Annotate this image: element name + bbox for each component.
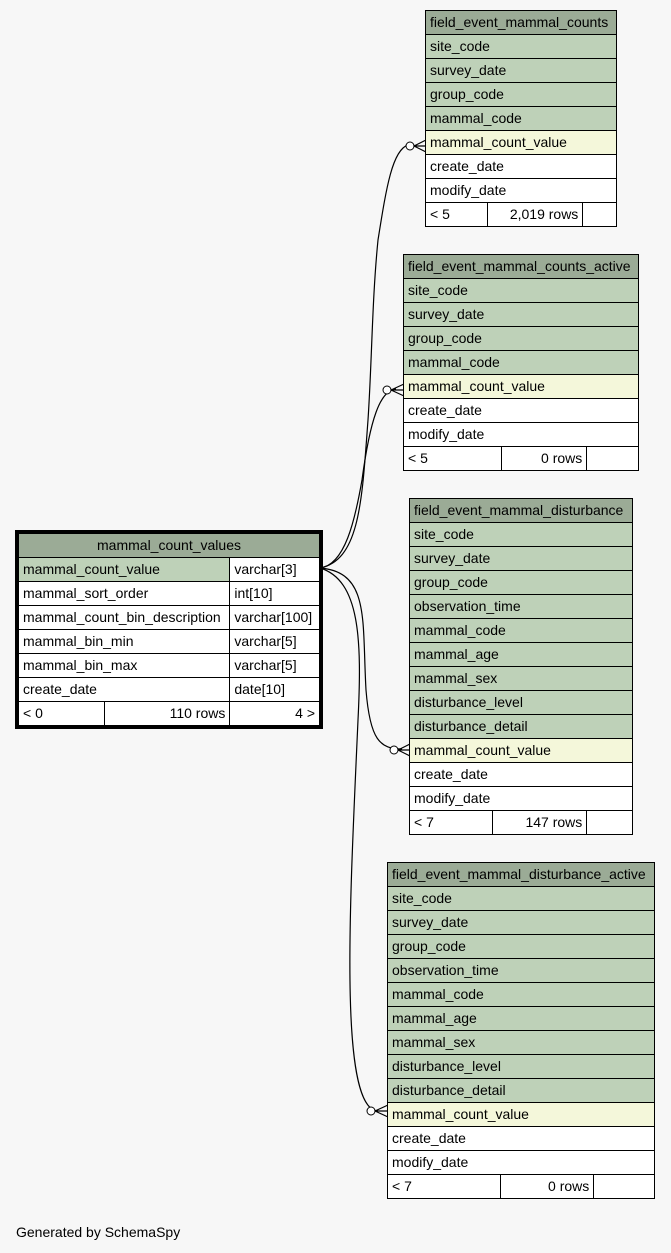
edge-to-disturbance: [320, 568, 402, 749]
children-count[interactable]: 4 >: [230, 702, 320, 726]
column-type: date[10]: [230, 678, 320, 702]
column-modify-date[interactable]: modify_date: [410, 787, 633, 811]
column-create-date[interactable]: create_date: [404, 399, 639, 423]
column-mammal-sex[interactable]: mammal_sex: [410, 667, 633, 691]
table-field-event-mammal-disturbance[interactable]: [409, 498, 633, 835]
column-disturbance-detail[interactable]: disturbance_detail: [388, 1079, 655, 1103]
row-count: 147 rows: [492, 811, 587, 835]
column-disturbance-level[interactable]: disturbance_level: [410, 691, 633, 715]
column-type: varchar[100]: [230, 606, 320, 630]
row-count: 110 rows: [104, 702, 230, 726]
row-count: 0 rows: [500, 1175, 594, 1199]
column-modify-date[interactable]: modify_date: [404, 423, 639, 447]
column-create-date[interactable]: create_date: [388, 1127, 655, 1151]
column-mammal-count-bin-description[interactable]: mammal_count_bin_description: [19, 606, 230, 630]
column-observation-time[interactable]: observation_time: [410, 595, 633, 619]
column-observation-time[interactable]: observation_time: [388, 959, 655, 983]
children-count: [587, 447, 639, 471]
column-survey-date[interactable]: survey_date: [388, 911, 655, 935]
table-title[interactable]: mammal_count_values: [19, 534, 320, 558]
table-title[interactable]: field_event_mammal_counts: [426, 11, 617, 35]
column-type: varchar[3]: [230, 558, 320, 582]
column-mammal-count-value[interactable]: mammal_count_value: [426, 131, 617, 155]
edge-to-counts-active: [320, 389, 396, 568]
row-count: 0 rows: [501, 447, 587, 471]
column-create-date[interactable]: create_date: [426, 155, 617, 179]
column-group-code[interactable]: group_code: [388, 935, 655, 959]
column-mammal-code[interactable]: mammal_code: [426, 107, 617, 131]
column-mammal-code[interactable]: mammal_code: [388, 983, 655, 1007]
parents-count[interactable]: < 7: [410, 811, 493, 835]
column-mammal-code[interactable]: mammal_code: [404, 351, 639, 375]
column-type: int[10]: [230, 582, 320, 606]
column-mammal-age[interactable]: mammal_age: [410, 643, 633, 667]
column-site-code[interactable]: site_code: [388, 887, 655, 911]
generated-by-footer: Generated by SchemaSpy: [16, 1224, 181, 1240]
column-modify-date[interactable]: modify_date: [426, 179, 617, 203]
table-field-event-mammal-counts[interactable]: [425, 10, 617, 227]
column-modify-date[interactable]: modify_date: [388, 1151, 655, 1175]
edge-to-counts: [320, 145, 408, 568]
table-mammal-count-values[interactable]: [18, 533, 320, 726]
children-count: [594, 1175, 655, 1199]
column-mammal-bin-min[interactable]: mammal_bin_min: [19, 630, 230, 654]
children-count: [587, 811, 633, 835]
table-field-event-mammal-disturbance-active[interactable]: [387, 862, 655, 1199]
column-mammal-sex[interactable]: mammal_sex: [388, 1031, 655, 1055]
column-disturbance-level[interactable]: disturbance_level: [388, 1055, 655, 1079]
table-title[interactable]: field_event_mammal_counts_active: [404, 255, 639, 279]
column-create-date[interactable]: create_date: [19, 678, 230, 702]
table-field-event-mammal-counts-active[interactable]: [403, 254, 639, 471]
parents-count[interactable]: < 5: [426, 203, 488, 227]
column-mammal-count-value[interactable]: mammal_count_value: [388, 1103, 655, 1127]
edge-cardinality-icon: [390, 746, 398, 754]
column-group-code[interactable]: group_code: [404, 327, 639, 351]
edge-cardinality-icon: [383, 386, 391, 394]
edge-cardinality-icon: [406, 142, 414, 150]
parents-count[interactable]: < 7: [388, 1175, 501, 1199]
parents-count[interactable]: < 5: [404, 447, 502, 471]
column-type: varchar[5]: [230, 654, 320, 678]
table-title[interactable]: field_event_mammal_disturbance: [410, 499, 633, 523]
column-site-code[interactable]: site_code: [404, 279, 639, 303]
column-group-code[interactable]: group_code: [410, 571, 633, 595]
column-mammal-count-value[interactable]: mammal_count_value: [19, 558, 230, 582]
column-group-code[interactable]: group_code: [426, 83, 617, 107]
column-survey-date[interactable]: survey_date: [410, 547, 633, 571]
children-count: [583, 203, 617, 227]
column-mammal-code[interactable]: mammal_code: [410, 619, 633, 643]
edge-to-disturbance-active: [320, 568, 378, 1111]
column-mammal-count-value[interactable]: mammal_count_value: [410, 739, 633, 763]
column-disturbance-detail[interactable]: disturbance_detail: [410, 715, 633, 739]
column-site-code[interactable]: site_code: [410, 523, 633, 547]
row-count: 2,019 rows: [487, 203, 583, 227]
edge-cardinality-icon: [367, 1107, 375, 1115]
column-mammal-bin-max[interactable]: mammal_bin_max: [19, 654, 230, 678]
column-site-code[interactable]: site_code: [426, 35, 617, 59]
column-mammal-sort-order[interactable]: mammal_sort_order: [19, 582, 230, 606]
column-create-date[interactable]: create_date: [410, 763, 633, 787]
column-survey-date[interactable]: survey_date: [426, 59, 617, 83]
column-mammal-age[interactable]: mammal_age: [388, 1007, 655, 1031]
column-mammal-count-value[interactable]: mammal_count_value: [404, 375, 639, 399]
parents-count[interactable]: < 0: [19, 702, 105, 726]
table-title[interactable]: field_event_mammal_disturbance_active: [388, 863, 655, 887]
column-type: varchar[5]: [230, 630, 320, 654]
column-survey-date[interactable]: survey_date: [404, 303, 639, 327]
